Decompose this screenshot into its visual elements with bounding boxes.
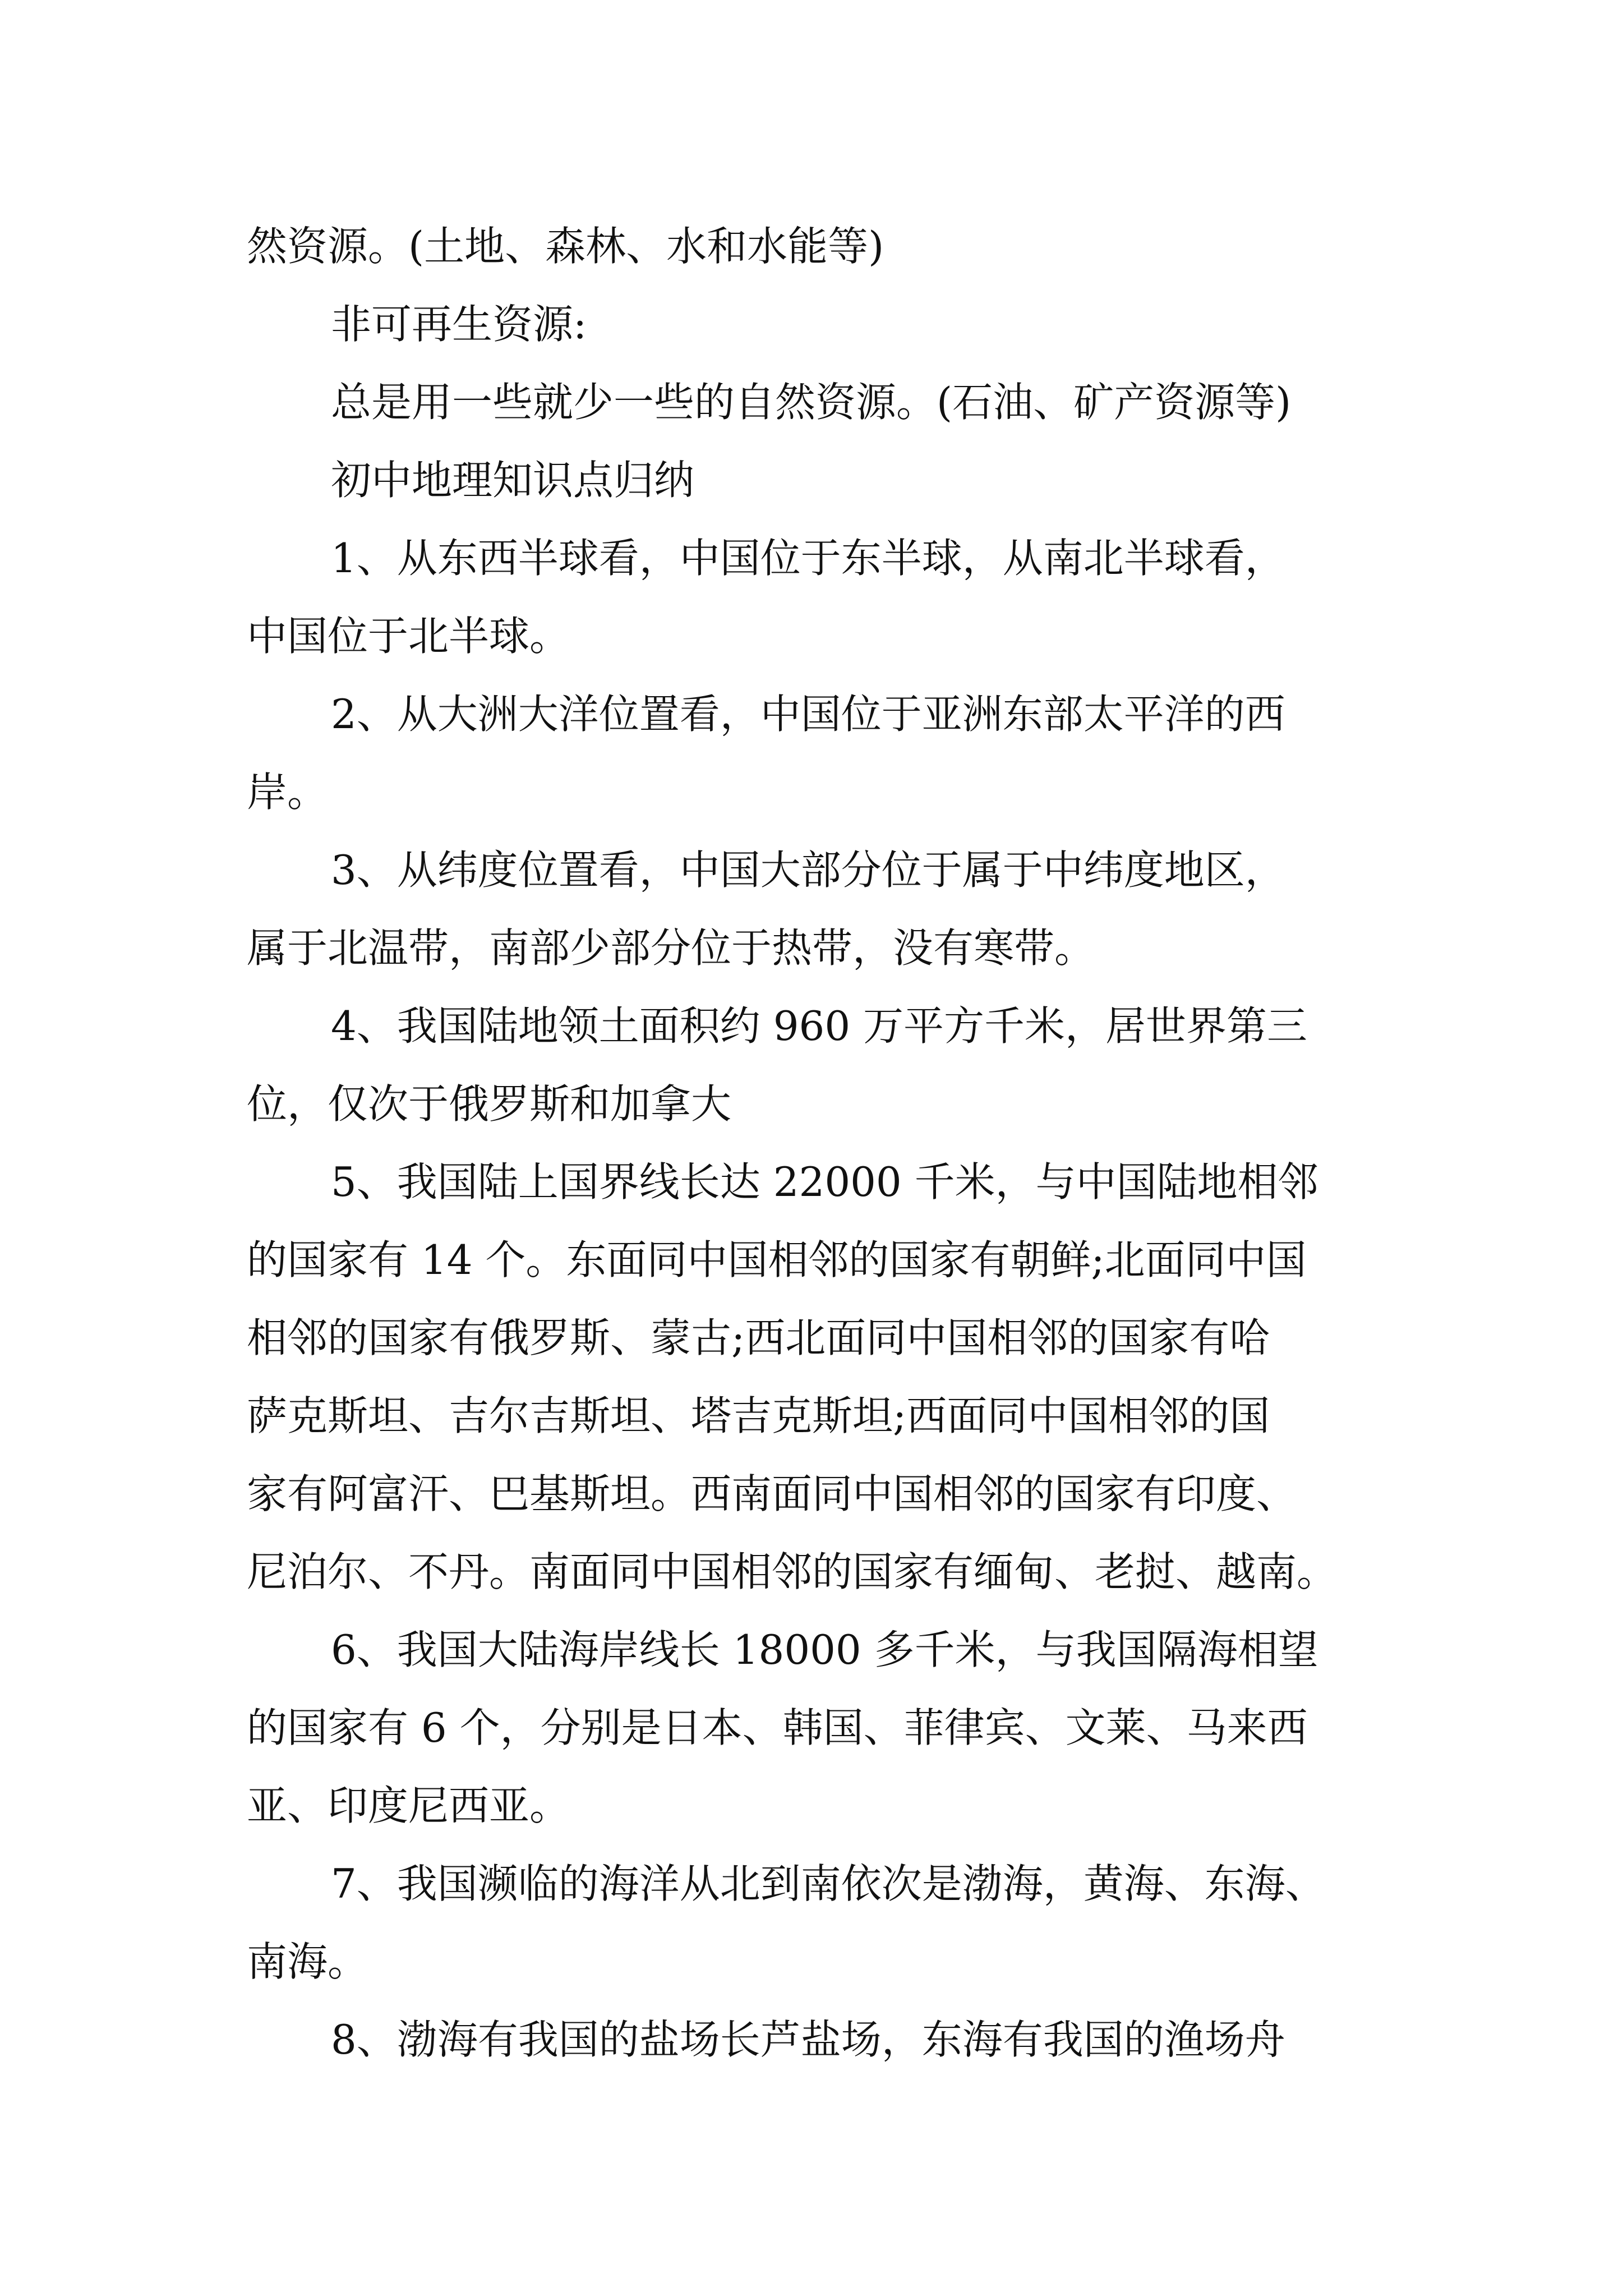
text-line: 3、从纬度位置看，中国大部分位于属于中纬度地区，: [331, 846, 1285, 894]
text-line: 家有阿富汗、巴基斯坦。西南面同中国相邻的国家有印度、: [247, 1470, 1297, 1517]
text-line: 中国位于北半球。: [247, 613, 570, 660]
text-line: 萨克斯坦、吉尔吉斯坦、塔吉克斯坦;西面同中国相邻的国: [247, 1392, 1270, 1439]
text-line: 非可再生资源:: [331, 301, 587, 348]
text-line: 岸。: [247, 769, 328, 816]
text-line: 亚、印度尼西亚。: [247, 1782, 570, 1829]
text-line: 7、我国濒临的海洋从北到南依次是渤海，黄海、东海、: [331, 1860, 1326, 1907]
text-line: 的国家有 6 个，分别是日本、韩国、菲律宾、文莱、马来西: [247, 1704, 1308, 1751]
text-line: 1、从东西半球看，中国位于东半球，从南北半球看，: [331, 535, 1285, 582]
text-line: 然资源。(土地、森林、水和水能等): [247, 223, 884, 270]
text-line: 总是用一些就少一些的自然资源。(石油、矿产资源等): [331, 379, 1292, 426]
text-line: 的国家有 14 个。东面同中国相邻的国家有朝鲜;北面同中国: [247, 1236, 1307, 1283]
text-line: 8、渤海有我国的盐场长芦盐场，东海有我国的渔场舟: [331, 2016, 1285, 2063]
text-line: 尼泊尔、不丹。南面同中国相邻的国家有缅甸、老挝、越南。: [247, 1548, 1338, 1595]
text-line: 相邻的国家有俄罗斯、蒙古;西北面同中国相邻的国家有哈: [247, 1314, 1270, 1361]
text-line: 南海。: [247, 1938, 368, 1985]
text-line: 属于北温带，南部少部分位于热带，没有寒带。: [247, 924, 1095, 972]
text-line: 6、我国大陆海岸线长 18000 多千米，与我国隔海相望: [331, 1626, 1318, 1673]
document-body: [247, 208, 1408, 2079]
section-heading: 初中地理知识点归纳: [331, 457, 695, 504]
text-line: 2、从大洲大洋位置看，中国位于亚洲东部太平洋的西: [331, 691, 1285, 738]
text-line: 5、我国陆上国界线长达 22000 千米，与中国陆地相邻: [331, 1158, 1318, 1205]
text-line: 4、我国陆地领土面积约 960 万平方千米，居世界第三: [331, 1002, 1308, 1050]
text-line: 位，仅次于俄罗斯和加拿大: [247, 1080, 732, 1128]
